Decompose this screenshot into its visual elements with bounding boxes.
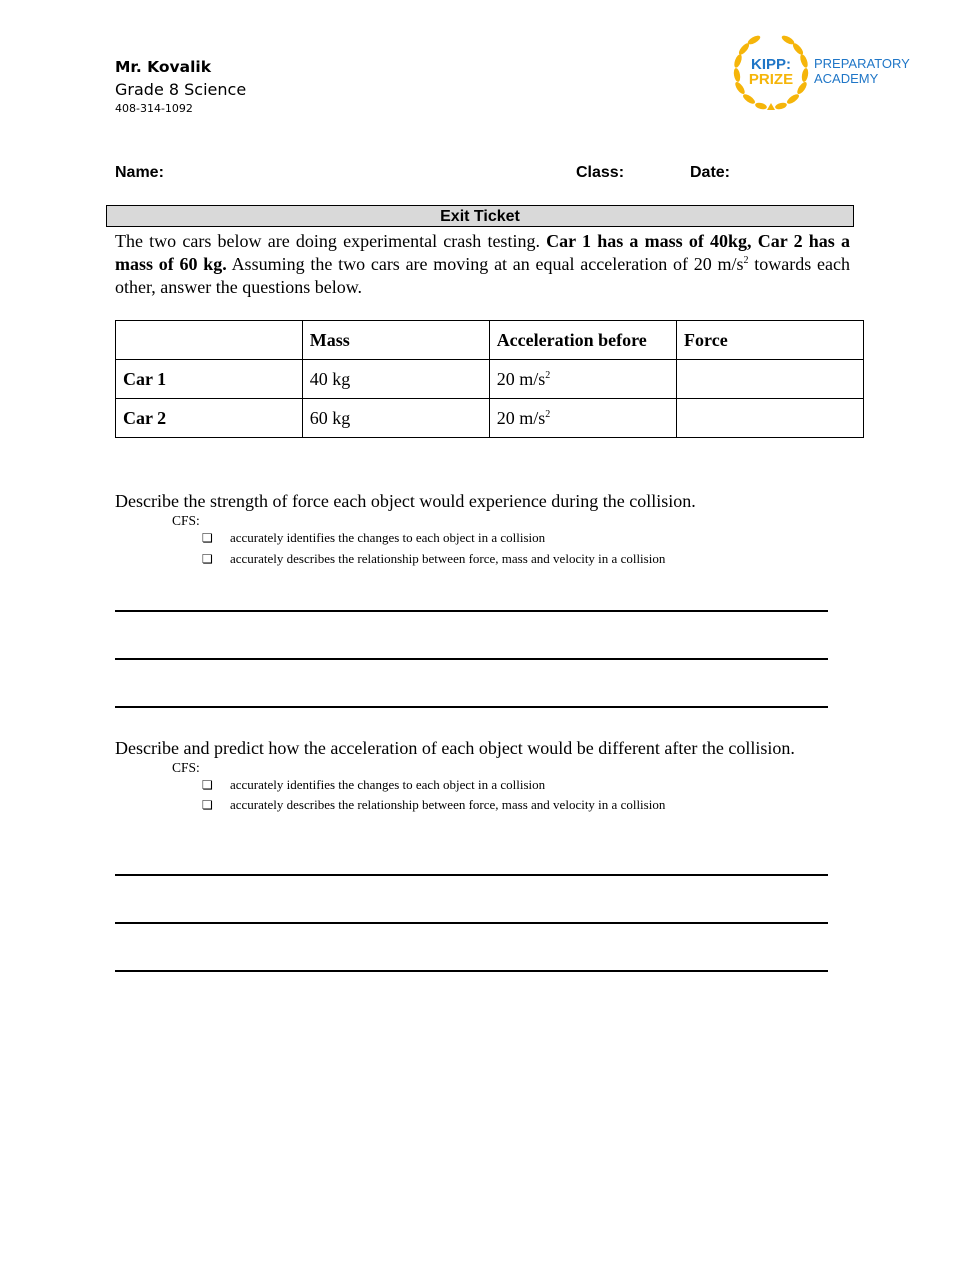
question-2-prompt: Describe and predict how the acceleration of each object would be different after the collision.	[115, 738, 795, 758]
table-row-label: Car 2	[116, 399, 303, 438]
intro-text-1: The two cars below are doing experimental crash testing.	[115, 231, 540, 251]
question-1-prompt: Describe the strength of force each object would experience during the collision.	[115, 491, 696, 511]
teacher-name: Mr. Kovalik	[115, 58, 212, 76]
name-label: Name:	[115, 164, 164, 181]
school-logo	[727, 33, 917, 113]
question-1-cfs-label: CFS:	[172, 513, 200, 528]
question-2-criterion: ❏ accurately identifies the changes to each object in a collision	[202, 777, 546, 792]
logo-prize-text: PRIZE	[748, 71, 794, 88]
intro-text-3: towards each other, answer the questions below.	[115, 254, 850, 297]
table-cell-force[interactable]	[677, 360, 864, 399]
checkbox-icon[interactable]: ❏	[202, 531, 213, 545]
logo-preparatory-text: PREPARATORY	[814, 56, 910, 71]
table-cell-accel: 20 $m/s^2$	[489, 399, 676, 438]
table-cell-accel: 20 $m/s^2$	[489, 360, 676, 399]
table-cell-mass: 40 kg	[302, 360, 489, 399]
question-2-cfs-label: CFS:	[172, 760, 200, 775]
intro-superscript: 2	[743, 255, 749, 266]
table-row-label: Car 1	[116, 360, 303, 399]
intro-bold-text: Car 1 has a mass of 40kg, Car 2 has a mass of 60 kg.	[115, 231, 851, 274]
table-header-row	[116, 321, 864, 360]
phone-number: 408-314-1092	[115, 102, 193, 115]
car-data-table	[115, 320, 864, 438]
answer-line[interactable]	[115, 922, 828, 924]
logo-kipp-text: KIPP:	[750, 56, 792, 73]
answer-line[interactable]	[115, 610, 828, 612]
intro-text-2: Assuming the two cars are moving at an equal acceleration of 20 m/s	[231, 254, 744, 274]
answer-line[interactable]	[115, 706, 828, 708]
checkbox-icon[interactable]: ❏	[202, 798, 213, 812]
answer-line[interactable]	[115, 970, 828, 972]
table-cell-mass: 60 kg	[302, 399, 489, 438]
question-2-criterion: ❏ accurately describes the relationship between force, mass and velocity in a collision	[202, 797, 666, 812]
answer-line[interactable]	[115, 658, 828, 660]
exit-ticket-title: Exit Ticket	[106, 205, 854, 227]
question-1-criterion: ❏ accurately describes the relationship between force, mass and velocity in a collision	[202, 551, 666, 566]
question-1-criterion: ❏ accurately identifies the changes to each object in a collision	[202, 530, 546, 545]
table-header-cell	[116, 321, 303, 360]
table-cell-force[interactable]	[677, 399, 864, 438]
table-row	[116, 399, 864, 438]
table-header-cell: Force	[677, 321, 864, 360]
table-header-cell: Mass	[302, 321, 489, 360]
laurel-wreath-icon	[727, 33, 917, 113]
table-header-cell: Acceleration before	[489, 321, 676, 360]
checkbox-icon[interactable]: ❏	[202, 778, 213, 792]
intro-paragraph	[115, 230, 850, 299]
answer-line[interactable]	[115, 874, 828, 876]
date-label: Date:	[690, 164, 731, 181]
checkbox-icon[interactable]: ❏	[202, 552, 213, 566]
table-row	[116, 360, 864, 399]
course-name: Grade 8 Science	[115, 80, 247, 99]
class-label: Class:	[576, 164, 625, 181]
logo-academy-text: ACADEMY	[814, 71, 879, 86]
